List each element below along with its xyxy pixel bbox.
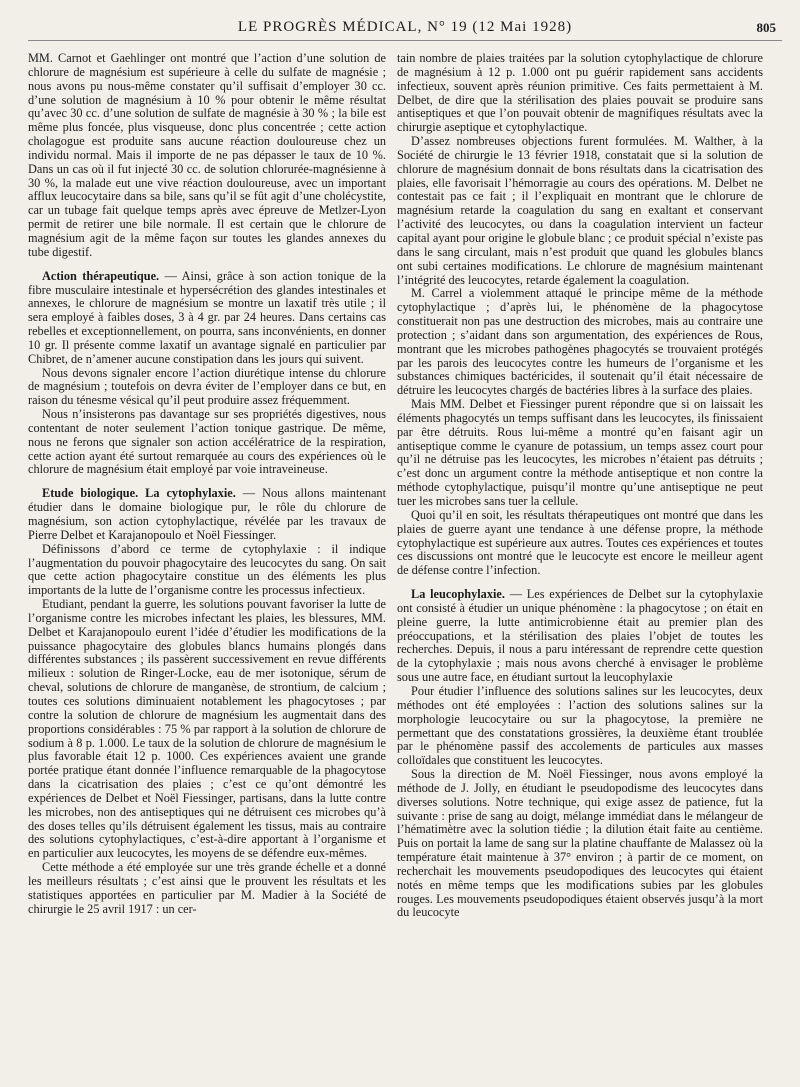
paragraph: Quoi qu’il en soit, les résultats thérapeutiques ont montré que dans les plaies de guerre ayant une tendance à une défense propre, la méthode cytophylactique est supérieure aux autres. Toutes ces expériences et toutes ces discussions ont montré que le leucocyte est encore le meilleur agent de défense contre l’infection. [397, 507, 763, 578]
paragraph: MM. Carnot et Gaehlinger ont montré que l’action d’une solution de chlorure de magnésium est supérieure à celle du sulfate de magnésie ; nous avons pu nous-même constater qu’il suffisait d’employer 30 cc. d’une solution de magnésium à 10 % pour obtenir le même résultat qu’avec 30 cc. d’une solution de sulfate de magnésie à 30 % ; la bile est même plus foncée, plus visqueuse, donc plus concentrée ; cette action cholagogue est produite sans aucune réaction douloureuse chez un individu normal. Mais il importe de ne pas dépasser le taux de 10 %. Dans un cas où il fut injecté 30 cc. de solution chlorurée-magnésienne à 30 %, la malade eut une vive réaction douloureuse, avec un important afflux leucocytaire dans sa bile, sans qu’il se fût agit d’une cholécystite, car un tubage fait quelque temps après avec épreuve de Metlzer-Lyon permit de retirer une bile normale. Il est certain que le chlorure de magnésium agit de la même façon sur toutes les glandes annexes du tube digestif. [28, 52, 386, 259]
page-header [28, 16, 782, 41]
section-text: — Les expériences de Delbet sur la cytophylaxie ont consisté à étudier un unique phénomène : la phagocytose ; on était en pleine guerre, la lutte antimicrobienne était au premier plan des préoccupations, et la stérilisation des plaies l’objet de toutes les recherches. Depuis, il nous a paru intéressant de reprendre cette question de la cytophylaxie ; mais nous avons cherché à envisager le problème sous une autre face, en étudiant surtout la leucophylaxie [397, 587, 763, 685]
paragraph: Mais MM. Delbet et Fiessinger purent répondre que si on laissait les éléments phagocytés un temps suffisant dans les leucocytes, ils finissaient par être détruits. Rous lui-même a montré qu’en faisant agir un antiseptique comme le cyanure de potassium, un temps assez court pour qu’il ne détruise pas les leucocytes, les microbes n’étaient pas détruits ; c’est donc un argument contre la méthode antiseptique et non contre la méthode cytophylactique, puisqu’il montre qu’une antiseptique ne peut tuer les microbes sans tuer la cellule. [397, 397, 763, 508]
section-text: — Nous allons maintenant étudier dans le domaine biologique pur, le rôle du chlorure de magnésium, son action cytophylactique, révélée par les travaux de Pierre Delbet et Karajanopoulo et Noël Fiessinger. [28, 486, 386, 542]
paragraph: Définissons d’abord ce terme de cytophylaxie : il indique l’augmentation du pouvoir phagocytaire des leucocytes du sang. On sait que cette action phagocytaire constitue un des éléments les plus importants de la lutte de l’organisme contre les processus infectieux. [28, 541, 386, 598]
section-heading: La leucophylaxie. [411, 587, 505, 602]
paragraph: Sous la direction de M. Noël Fiessinger, nous avons employé la méthode de J. Jolly, en étudiant le pseudopodisme des leucocytes dans diverses solutions. Notre technique, qui exige assez de patience, fut la suivante : prise de sang au doigt, mélange immédiat dans le mélangeur de l’hématimètre avec la solution tiédie ; la dilution était faite au centième. Puis on portait la lame de sang sur la platine chauffante de Malassez où la température était maintenue à 37° environ ; à partir de ce moment, on recherchait les mouvements pseudopodiques des leucocytes qui étaient notés en même temps que les modifications subies par les globules rouges. Les mouvements pseudopodiques étaient observés jusqu’à la mort du leucocyte [397, 767, 763, 920]
paragraph: M. Carrel a violemment attaqué le principe même de la méthode cytophylactique ; d’après lui, le phénomène de la phagocytose constituerait non pas une destruction des microbes, mais au contraire une protection ; s’aidant dans son argumentation, des expériences de Rous, montrant que les microbes pathogènes phagocytés se trouvaient protégés par les parois des leucocytes contre les humeurs de l’organisme et les substances chimiques bactéricides, il soutenait qu’il était nécessaire de détruire les leucocytes chargés de bactéries libres à la surface des plaies. [397, 286, 763, 398]
page-number: 805 [756, 20, 776, 35]
section-heading: Action thérapeutique. [42, 268, 160, 283]
paragraph: Etudiant, pendant la guerre, les solutions pouvant favoriser la lutte de l’organisme contre les microbes infectant les plaies, les blessures, MM. Delbet et Karajanopoulo eurent l’idée d’étudier les modifications de la puissance phagocytaire des globules blancs humains plongés dans différentes substances ; ils passèrent successivement en revue différents milieux : solution de Ringer-Locke, eau de mer isotonique, sérum de cheval, solutions de chlorure de manganèse, de strontium, de calcium ; toutes ces solutions diminuaient notablement les phagocytoses ; par contre la solution de chlorure de magnésium les augmentait dans des proportions considérables : 75 % par rapport à la solution de chlorure de sodium à 8 p. 1.000. Le taux de la solution de chlorure de magnésium le plus favorable était 12 p. 1000. Ces expériences avaient une grande portée pratique étant donnée l’influence remarquable de la phagocytose dans la cicatrisation des plaies ; c’est ce qu’ont démontré les expériences de Delbet et Noël Fiessinger, partisans, dans la lutte contre les microbes, non des antiseptiques qui ne détruisent ces microbes qu’à des doses telles qu’ils détruisent également les tissus, mais au contraire des solutions cytophylactiques, c’est-à-dire apportant à l’organisme et en particulier aux leucocytes, les moyens de se défendre eux-mêmes. [28, 597, 386, 861]
right-column [397, 52, 763, 1077]
section-heading: Etude biologique. La cytophylaxie. [42, 486, 236, 501]
paragraph: D’assez nombreuses objections furent formulées. M. Walther, à la Société de chirurgie le 13 février 1918, constatait que si la solution de chlorure de magnésium donnait de bons résultats dans la cicatrisation des plaies, elle favorisait l’hémorragie au cours des opérations. M. Delbet ne contestait pas ce fait ; il l’expliquait en montrant que le chlorure de magnésium retarde la coagulation du sang en exaltant et conservant l’activité des leucocytes, ou dans la coagulation intervient un facteur capital ayant pour origine le globule blanc ; ce produit spécial n’existe pas dans le sang circulant, mais n’est produit que quand les globules blancs ont subi certaines modifications. Le chlorure de magnésium maintenant l’intégrité des leucocytes, retarde également la coagulation. [397, 134, 763, 287]
left-column [28, 52, 386, 1077]
paragraph: Cette méthode a été employée sur une très grande échelle et a donné les meilleurs résultats ; c’est ainsi que le prouvent les résultats et les statistiques apportées en particulier par M. Madier à la Société de chirurgie le 25 avril 1917 : un cer- [28, 860, 386, 916]
paragraph: tain nombre de plaies traitées par la solution cytophylactique de chlorure de magnésium à 12 p. 1.000 ont pu guérir rapidement sans accidents infectieux, souvent après réunion primitive. Ces faits permettaient à M. Delbet, de dire que la stérilisation des plaies pouvait se produire sans antiseptiques et que l’on pouvait obtenir de magnifiques résultats avec la chirurgie aseptique et cytophylactique. [397, 52, 763, 135]
section-leucophylaxie [397, 588, 763, 685]
running-title: LE PROGRÈS MÉDICAL, N° 19 (12 Mai 1928) [237, 19, 573, 35]
paragraph: Nous n’insisterons pas davantage sur ses propriétés digestives, nous contentant de noter seulement l’action tonique gastrique. De même, nous ne ferons que signaler son action accélératrice de la respiration, cette action ayant été surtout remarquée au cours des expériences où le chlorure de magnésium était employé par voie intraveineuse. [28, 407, 386, 477]
paragraph: Pour étudier l’influence des solutions salines sur les leucocytes, deux méthodes ont été employées : l’action des solutions salines sur la morphologie leucocytaire ou sur la phagocytose, la première ne permettant que des constatations grossières, la deuxième étant troublée par le phénomène passif des accolements de particules aux masses colloïdales que constituent les leucocytes. [397, 683, 763, 768]
section-etude-biologique [28, 487, 386, 542]
paragraph: Nous devons signaler encore l’action diurétique intense du chlorure de magnésium ; toutefois on devra éviter de l’employer dans ce but, en raison du ténesme vésical qu’il peut produire assez fréquemment. [28, 365, 386, 408]
section-action-therapeutique [28, 270, 386, 367]
section-text: — Ainsi, grâce à son action tonique de la fibre musculaire intestinale et hypersécrétion des glandes intestinales et annexes, le chlorure de magnésium se montre un laxatif très utile ; il sera employé à faibles doses, 3 à 4 gr. par 24 heures. Dans certains cas rebelles et exceptionnellement, on pourra, sans inconvénients, en donner 10 gr. Il présente comme laxatif un avantage signalé en particulier par Chibret, de n’amener aucune constipation dans les jours qui suivent. [28, 268, 386, 366]
